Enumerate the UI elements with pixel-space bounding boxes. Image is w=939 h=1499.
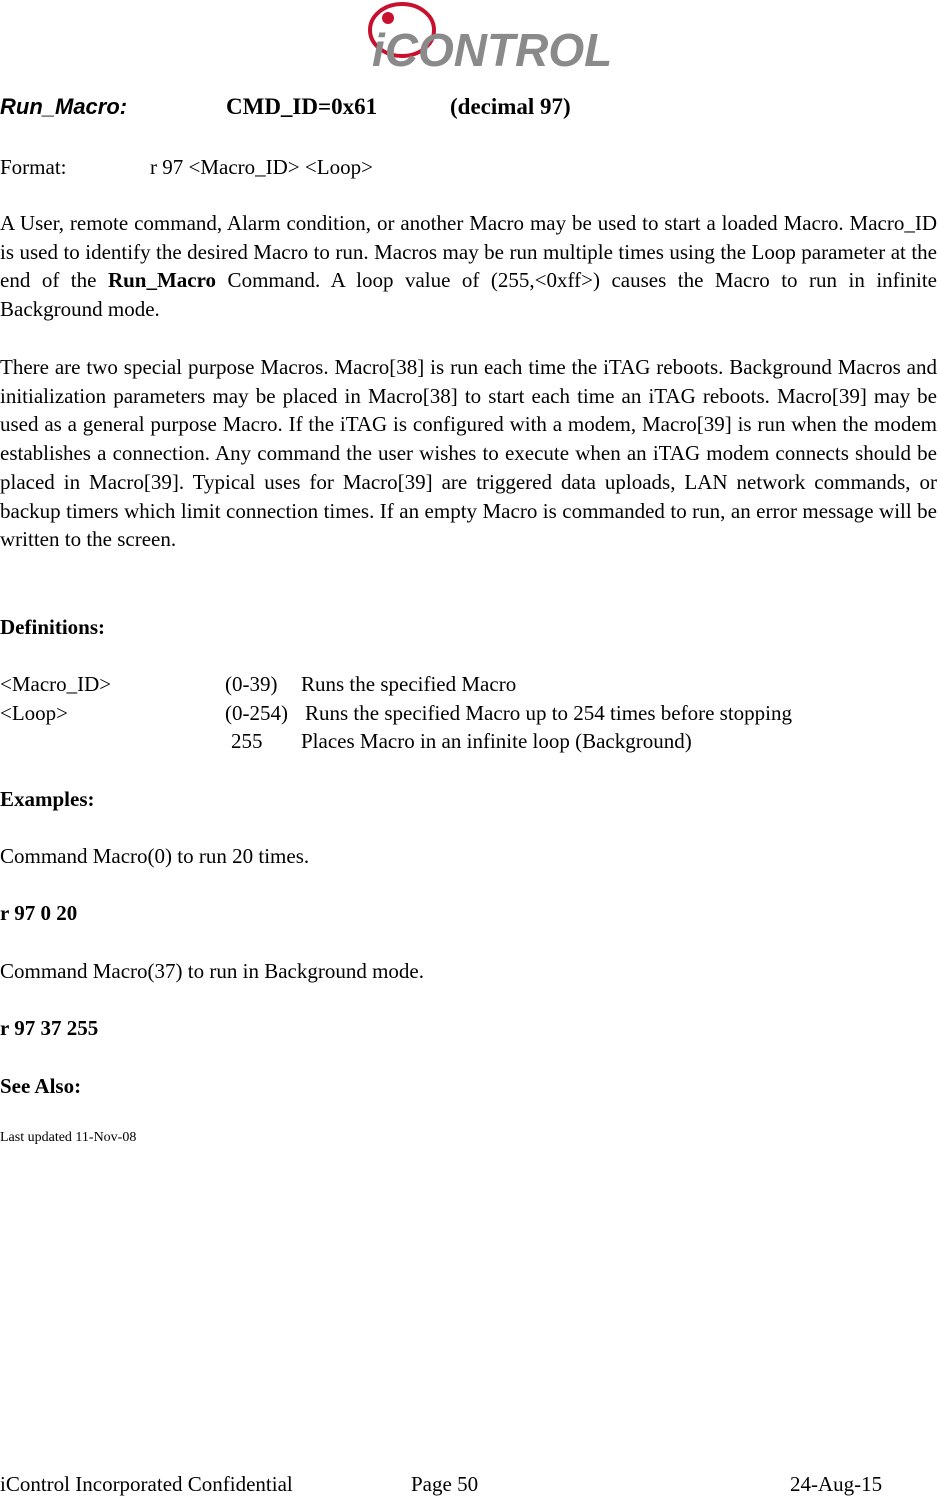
see-also-heading: See Also: — [0, 1074, 82, 1098]
example-command: r 97 37 255 — [0, 1016, 99, 1040]
title-cmd-id: CMD_ID=0x61 — [226, 94, 378, 119]
logo-dot — [382, 12, 394, 24]
intro-paragraph — [0, 209, 937, 324]
example-description: Command Macro(0) to run 20 times. — [0, 844, 310, 868]
last-updated: Last updated 11-Nov-08 — [0, 1130, 137, 1145]
icontrol-logo — [360, 0, 613, 80]
special-macros-paragraph: There are two special purpose Macros. Macro[38] is run each time the iTAG reboots. Background Macros and initialization parameters may be placed in Macro[38] to start each time an iTAG reboots. Macro[39] may be used as a general purpose Macro. If the iTAG is configured with a modem, Macro[39] is run when the modem establishes a connection. Any command the user wishes to execute when an iTAG modem connects should be placed in Macro[39]. Typical uses for Macro[39] are triggered data uploads, LAN network commands, or backup timers which limit connection times. If an empty Macro is commanded to run, an error message will be written to the screen. — [0, 355, 937, 552]
definition-range: (0-39) — [225, 672, 278, 696]
intro-text-1: A User, remote command, Alarm condition, or another Macro may be used to start a loaded Macro. Macro_ID is used to identify the desired Macro to run. Macros may be run multiple times using the Loop parameter at the end of the — [0, 211, 937, 293]
example-command: r 97 0 20 — [0, 901, 78, 925]
footer-company: iControl Incorporated Confidential — [0, 1472, 293, 1496]
footer-date: 24-Aug-15 — [790, 1472, 883, 1496]
definition-desc: Runs the specified Macro up to 254 times before stopping — [305, 701, 792, 725]
title-decimal: (decimal 97) — [450, 94, 571, 119]
page-title — [0, 94, 571, 119]
definition-range: 255 — [231, 729, 263, 753]
format-line — [0, 155, 373, 179]
example-description: Command Macro(37) to run in Background mode. — [0, 959, 424, 983]
definition-term: <Macro_ID> — [0, 672, 112, 696]
examples-heading: Examples: — [0, 787, 95, 811]
definition-row — [0, 672, 517, 696]
definition-desc: Runs the specified Macro — [301, 672, 517, 696]
intro-bold-command: Run_Macro — [107, 268, 217, 293]
definition-range: (0-254) — [225, 701, 288, 725]
format-value: r 97 <Macro_ID> <Loop> — [150, 155, 373, 179]
definition-row — [0, 701, 792, 725]
title-colon: : — [119, 94, 128, 119]
intro-text-2: Command. A loop value of (255,<0xff>) causes the Macro to run in infinite Background mode. — [0, 268, 937, 322]
definition-desc: Places Macro in an infinite loop (Background) — [301, 729, 692, 753]
logo-text: iCONTROL — [372, 24, 613, 76]
title-command-name: Run_Macro — [0, 94, 120, 119]
format-label: Format: — [0, 155, 67, 179]
definition-term: <Loop> — [0, 701, 69, 725]
definitions-heading: Definitions: — [0, 615, 105, 639]
footer-page: Page 50 — [411, 1472, 479, 1496]
